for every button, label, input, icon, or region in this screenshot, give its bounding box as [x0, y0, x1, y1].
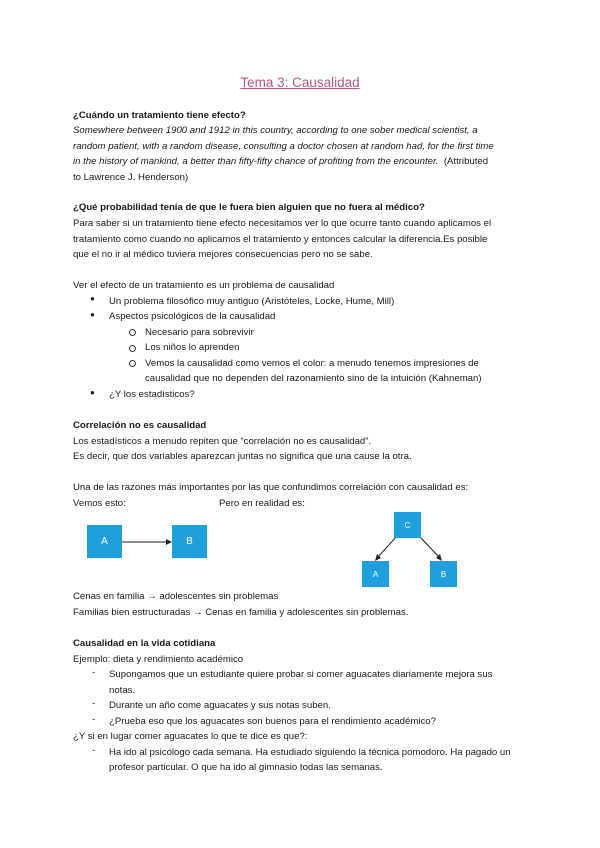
paragraph-line: Ver el efecto de un tratamiento es un problema de causalidad — [73, 280, 335, 291]
bullet-icon: ● — [90, 310, 95, 319]
paragraph-line: Los estadísticos a menudo repiten que “correlación no es causalidad”. — [73, 435, 372, 447]
section-heading-vida-cotidiana: Causalidad en la vida cotidiana — [73, 638, 216, 649]
example-line: Cenas en familia → adolescentes sin problemas — [73, 591, 279, 602]
section-heading-probabilidad: ¿Qué probabilidad tenía de que le fuera bien alguien que no fuera al médico? — [73, 202, 425, 213]
attribution: (Attributed — [443, 156, 489, 167]
diagram-node-a: A — [87, 525, 122, 558]
diagram-caption-left: Vemos esto: — [73, 498, 126, 509]
list-item: ¿Y los estadísticos? — [109, 388, 195, 400]
dash-bullet-icon: - — [92, 744, 96, 756]
paragraph-line: tratamiento como cuando no aplicamos el tratamiento y entonces calcular la diferencia.Es posible — [73, 233, 488, 245]
list-item: notas. — [109, 684, 136, 696]
sub-list-item: causalidad que no dependen del razonamiento sino de la intuición (Kahneman) — [145, 373, 482, 384]
bullet-icon: ● — [90, 388, 95, 397]
section-heading-efecto: ¿Cuándo un tratamiento tiene efecto? — [73, 110, 246, 121]
section-heading-correlacion: Correlación no es causalidad — [73, 420, 207, 431]
list-item: Un problema filosófico muy antiguo (Aristóteles, Locke, Hume, Mill) — [109, 295, 395, 307]
bullet-icon: ● — [90, 294, 95, 303]
quote-line: random patient, with a random disease, consulting a doctor chosen at random had, for the first time — [73, 140, 494, 152]
dash-bullet-icon: - — [92, 713, 96, 725]
diagram-caption-right: Pero en realidad es: — [219, 498, 305, 509]
page-title: Tema 3: Causalidad — [240, 75, 360, 90]
dash-bullet-icon: - — [92, 667, 96, 678]
list-item: Ha ido al psicólogo cada semana. Ha estudiado siguiendo la técnica pomodoro. Ha pagado un — [109, 746, 511, 758]
paragraph-line: Es decir, que dos variables aparezcan juntas no significa que una cause la otra. — [73, 451, 412, 462]
attribution: to Lawrence J. Henderson) — [73, 171, 189, 183]
paragraph-line: Ejemplo: dieta y rendimiento académico — [73, 653, 244, 665]
list-item: Supongamos que un estudiante quiere probar si comer aguacates diariamente mejora sus — [109, 669, 493, 680]
arrow-c-to-b — [420, 537, 440, 558]
dash-bullet-icon: - — [92, 698, 96, 709]
paragraph-line: Para saber si un tratamiento tiene efecto necesitamos ver lo que ocurre tanto cuando aplicamos el — [73, 218, 492, 229]
list-item: profesor particular. O que ha ido al gimnasio todas las semanas. — [109, 762, 383, 773]
paragraph-line: Una de las razones más importantes por las que confundimos correlación con causalidad es: — [73, 482, 469, 493]
paragraph-line: ¿Y si en lugar comer aguacates lo que te dice es que?: — [73, 731, 308, 742]
list-item: Durante un año come aguacates y sus notas suben. — [109, 700, 331, 711]
sub-list-item: Vemos la causalidad como vemos el color: a menudo tenemos impresiones de — [145, 357, 479, 369]
sub-list-item: Necesario para sobrevivir — [145, 326, 254, 338]
sub-list-item: Los niños lo aprenden — [145, 342, 240, 353]
diagram-node-b: B — [430, 561, 457, 587]
diagram-node-b: B — [172, 525, 207, 558]
quote-line: Somewhere between 1900 and 1912 in this country, according to one sober medical scientist, a — [73, 125, 478, 136]
diagram-node-a: A — [362, 561, 389, 587]
paragraph-line: que el no ir al médico tuviera mejores consecuencias pero no se sabe. — [73, 249, 373, 260]
arrow-c-to-a — [377, 537, 396, 558]
example-line: Familias bien estructuradas → Cenas en familia y adolescentes sin problemas. — [73, 607, 409, 618]
list-item: ¿Prueba eso que los aguacates son buenos para el rendimiento académico? — [109, 715, 436, 727]
diagram-node-c: C — [394, 512, 421, 538]
list-item: Aspectos psicológicos de la causalidad — [109, 311, 276, 322]
quote-line: in the history of mankind, a better than fifty-fifty chance of profiting from the encounter. — [73, 156, 439, 167]
